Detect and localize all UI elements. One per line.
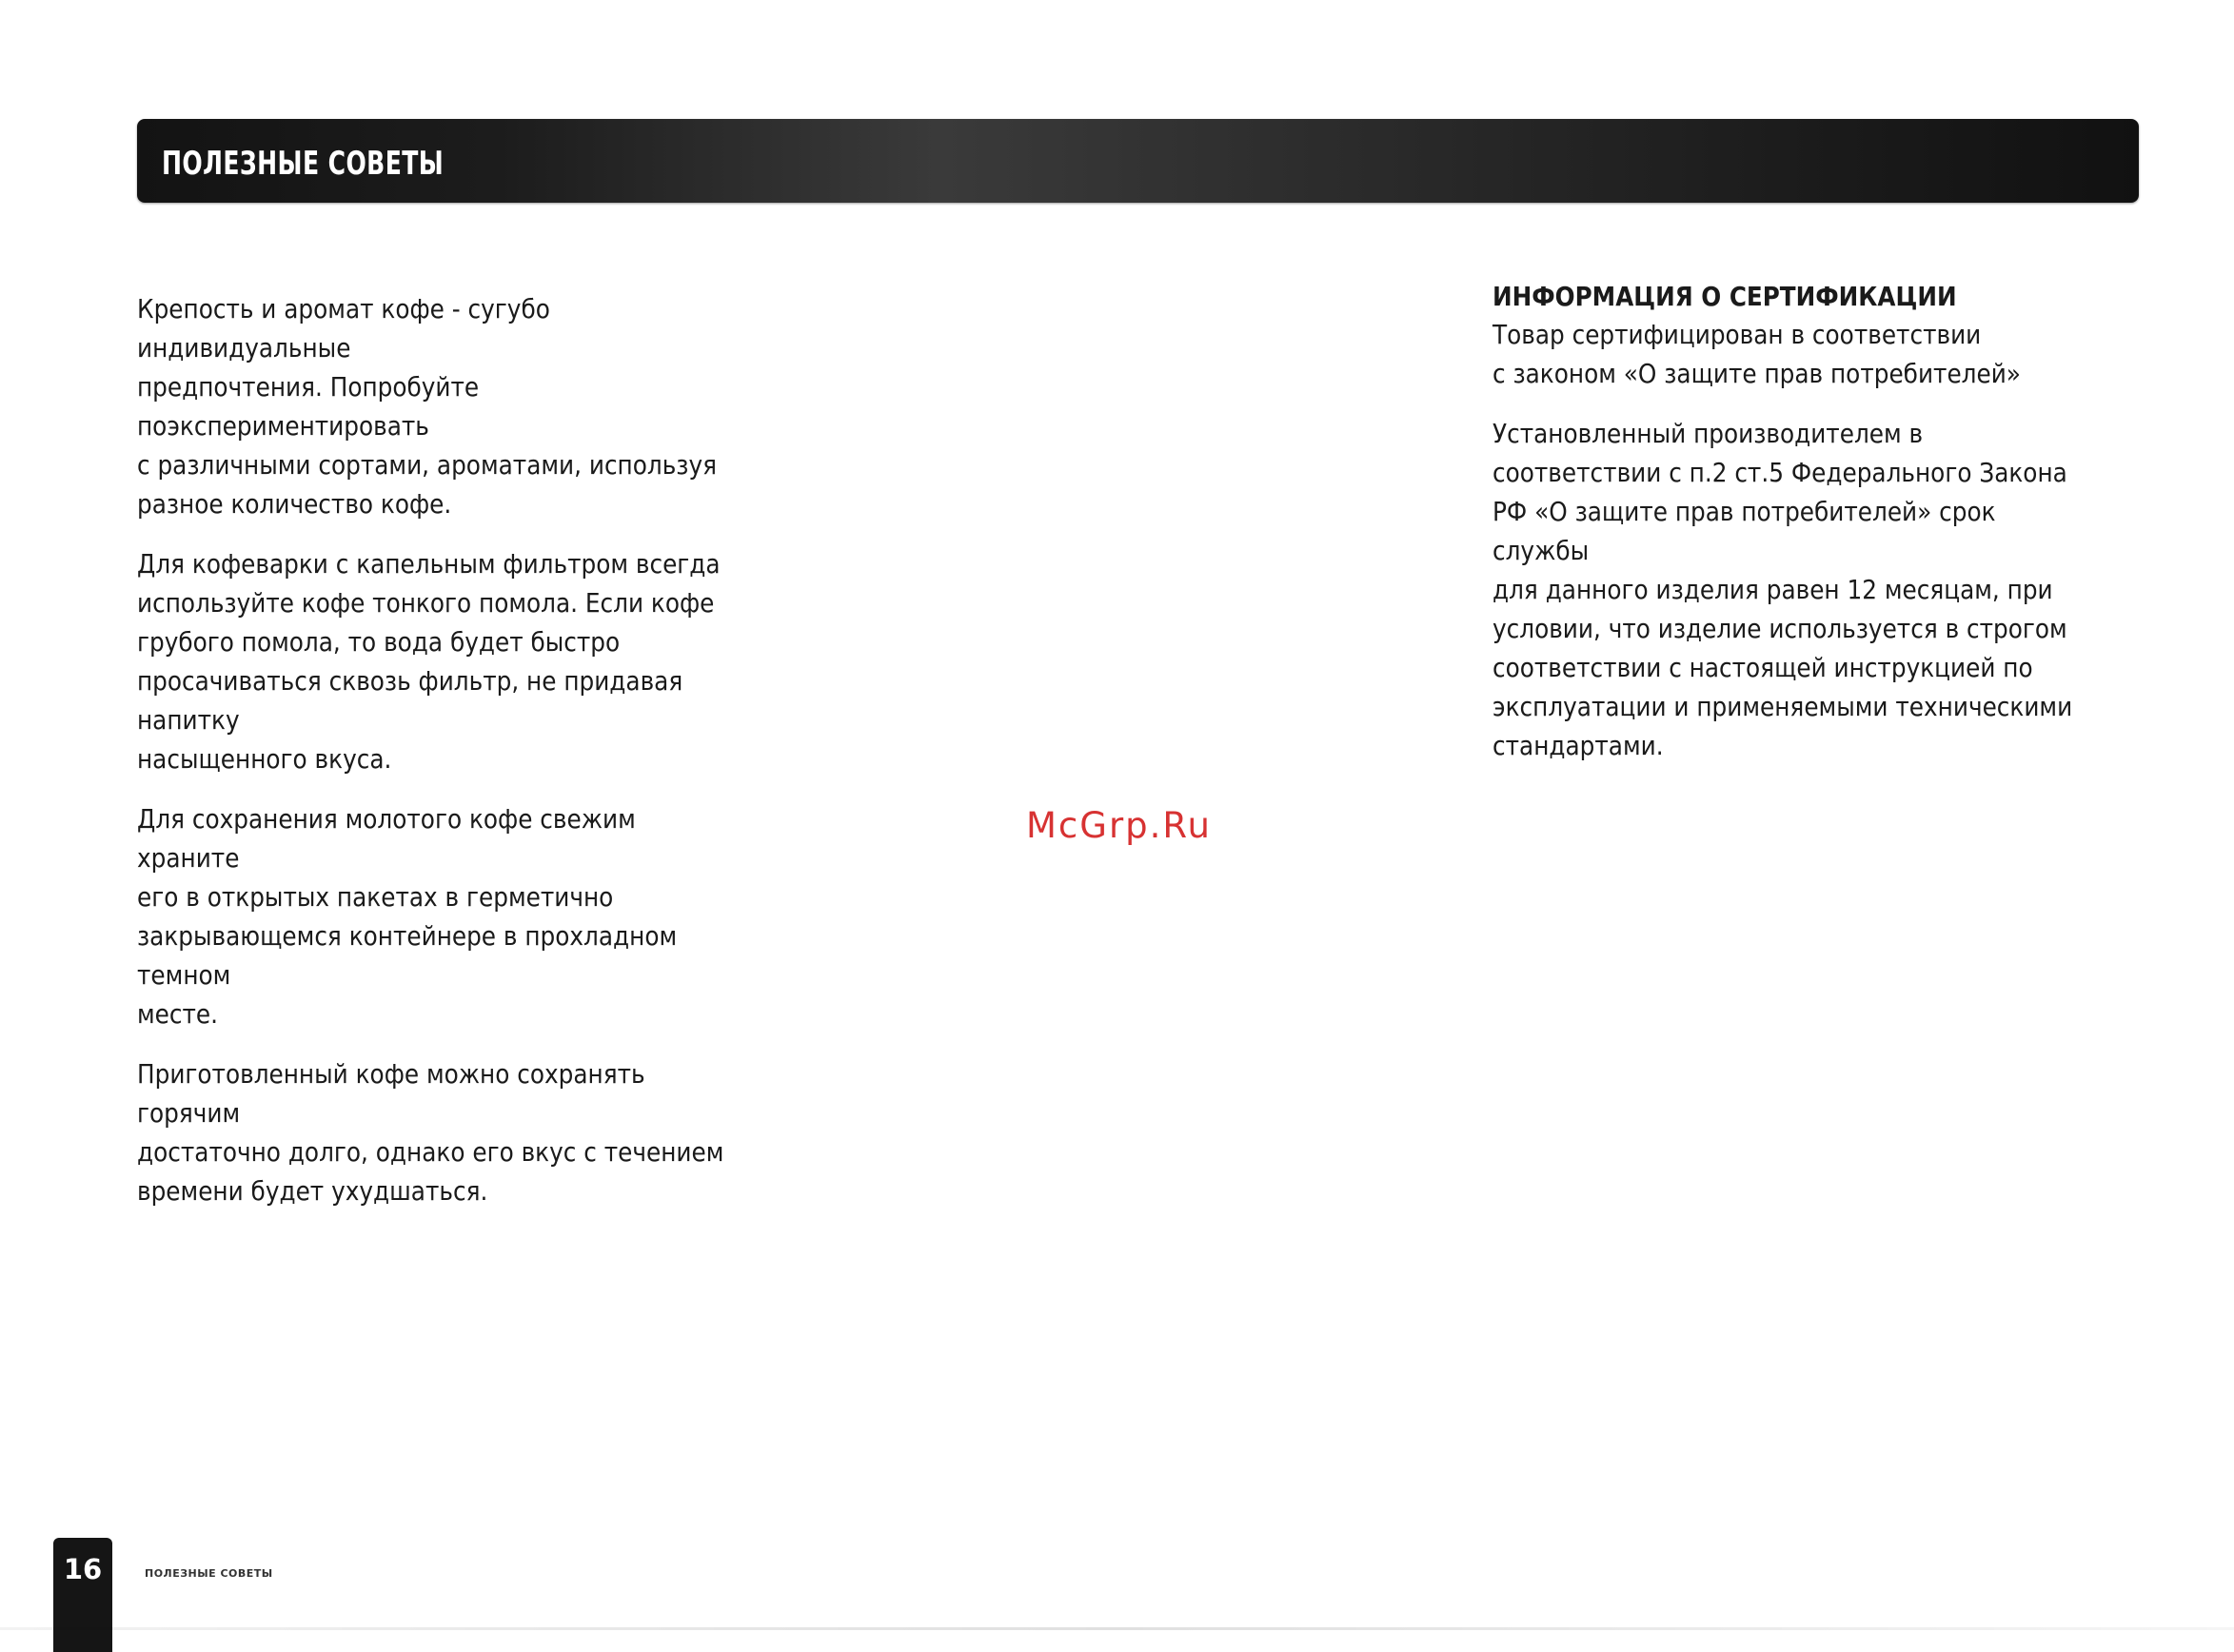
certification-column	[1493, 278, 2159, 787]
footer-section-label: ПОЛЕЗНЫЕ СОВЕТЫ	[145, 1567, 273, 1580]
service-life-paragraph: Установленный производителем в соответствии с п.2 ст.5 Федерального Закона РФ «О защите прав потребителей» срок службы для данного изделия равен 12 месяцам, при условии, что изделие используется в строгом соответствии с настоящей инструкцией по эксплуатации и применяемыми техническими стандартами.	[1493, 419, 2073, 761]
section-title: ПОЛЕЗНЫЕ СОВЕТЫ	[162, 145, 445, 183]
tips-column	[137, 290, 803, 1232]
certification-paragraph: Товар сертифицирован в соответствии с законом «О защите прав потребителей»	[1493, 320, 2021, 389]
tip-paragraph: Для сохранения молотого кофе свежим храните его в открытых пакетах в герметично закрывающемся контейнере в прохладном темном месте.	[137, 804, 678, 1030]
tip-paragraph: Приготовленный кофе можно сохранять горячим достаточно долго, однако его вкус с течением времени будет ухудшаться.	[137, 1059, 724, 1207]
scan-edge-line	[0, 1627, 2234, 1630]
tip-paragraph: Для кофеварки с капельным фильтром всегда используйте кофе тонкого помола. Если кофе грубого помола, то вода будет быстро просачиваться сквозь фильтр, не придавая напитку насыщенного вкуса.	[137, 549, 721, 775]
certification-heading: ИНФОРМАЦИЯ О СЕРТИФИКАЦИИ	[1493, 281, 1957, 312]
tip-paragraph: Крепость и аромат кофе - сугубо индивидуальные предпочтения. Попробуйте поэкспериментировать с различными сортами, ароматами, используя разное количество кофе.	[137, 294, 717, 520]
watermark: McGrp.Ru	[1026, 805, 1212, 846]
page-number: 16	[63, 1553, 103, 1585]
